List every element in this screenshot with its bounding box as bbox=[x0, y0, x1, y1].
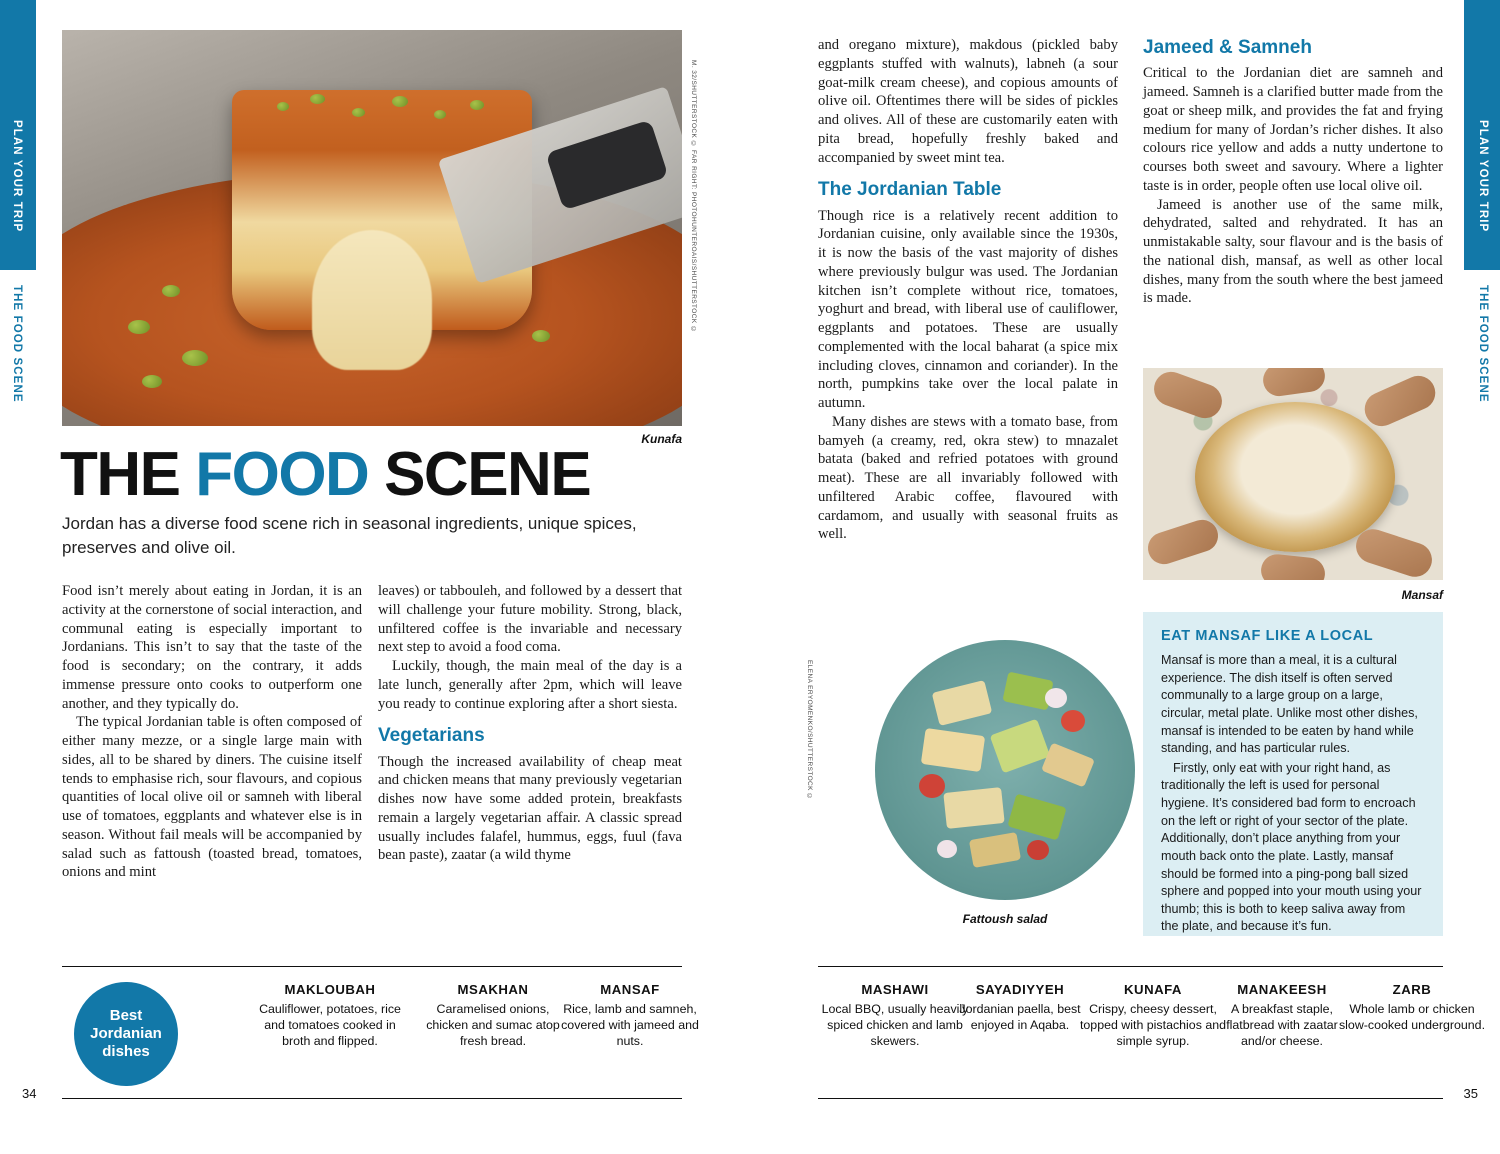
salad-piece bbox=[943, 787, 1004, 829]
dish-name: ZARB bbox=[1392, 982, 1432, 997]
pistachio-crumb bbox=[182, 350, 208, 366]
right-column-2 bbox=[1143, 36, 1443, 308]
subheading-vegetarians: Vegetarians bbox=[378, 725, 485, 747]
tab-the-food-scene-right: THE FOOD SCENE bbox=[1477, 285, 1489, 403]
paragraph: Food isn’t merely about eating in Jordan, it is an activity at the cornerstone of social interaction, and communal eating is especially important to Jordanians. This isn’t to say that the taste of the food is secondary; on the contrary, it adds immense pressure onto cooks to outperform one another, and they typically do. bbox=[62, 583, 362, 712]
tab-the-food-scene-left: THE FOOD SCENE bbox=[11, 285, 23, 403]
dish-description: Rice, lamb and samneh, covered with jameed and nuts. bbox=[561, 1002, 699, 1048]
left-column-1 bbox=[62, 582, 362, 882]
dish-item bbox=[418, 982, 568, 1050]
salad-piece bbox=[932, 680, 993, 726]
paragraph: Firstly, only eat with your right hand, as traditionally the left is used for personal hygiene. It’s considered bad form to encroach on the left or right of your sector of the plate. Additionally, don’t place anything from your mouth back onto the plate. Lastly, mansaf should be formed into a ping-pong ball sized sphere and popped into your mouth using your thumb; this is both to keep saliva away from the plate, and because it’s fun. bbox=[1161, 760, 1422, 934]
salad-piece bbox=[969, 832, 1021, 868]
paragraph: Jameed is another use of the same milk, dehydrated, salted and rehydrated. It has an unmistakable salty, sour flavour and is the basis of the national dish, mansaf, as well as other local dishes, many from the south where the best jameed is made. bbox=[1143, 196, 1443, 307]
pistachio-crumb bbox=[392, 96, 408, 107]
tomato-piece bbox=[1061, 710, 1085, 732]
pistachio-crumb bbox=[277, 102, 289, 111]
page-number-right: 35 bbox=[1463, 1086, 1478, 1101]
dish-description: A breakfast staple, flatbread with zaatar and/or cheese. bbox=[1226, 1002, 1338, 1048]
salad-piece bbox=[1002, 672, 1053, 711]
dish-name: KUNAFA bbox=[1124, 982, 1182, 997]
sidebar-text bbox=[1161, 652, 1425, 936]
divider bbox=[818, 966, 1443, 967]
tomato-piece bbox=[1027, 840, 1049, 860]
photo-credit-left: M. 32/SHUTTERSTOCK © FAR RIGHT: PHOTOHUNTEROAIS/SHUTTERSTOCK © bbox=[690, 60, 697, 334]
dish-description: Jordanian paella, best enjoyed in Aqaba. bbox=[959, 1002, 1081, 1032]
dish-description: Local BBQ, usually heavily spiced chicken and lamb skewers. bbox=[821, 1002, 969, 1048]
pistachio-crumb bbox=[162, 285, 180, 297]
dish-name: MANAKEESH bbox=[1237, 982, 1327, 997]
dish-name: MAKLOUBAH bbox=[284, 982, 376, 997]
paragraph: and oregano mixture), makdous (pickled baby eggplants stuffed with walnuts), labneh (a sour goat-milk cream cheese), and copious amounts of olive oil. Oftentimes there will be sides of pickles and olives. All of these are customarily eaten with pita bread, hopefully freshly baked and accompanied by sweet mint tea. bbox=[818, 37, 1118, 166]
tab-plan-your-trip-left: PLAN YOUR TRIP bbox=[11, 120, 23, 233]
salad-piece bbox=[990, 719, 1051, 774]
subheading-jameed-samneh: Jameed & Samneh bbox=[1143, 37, 1312, 58]
best-dishes-badge: Best Jordanian dishes bbox=[74, 982, 178, 1086]
paragraph: leaves) or tabbouleh, and followed by a dessert that will challenge your future mobility. Strong, black, unfiltered coffee is the invariable and necessary next step to avoid a food coma. bbox=[378, 583, 682, 656]
paragraph: Mansaf is more than a meal, it is a cultural experience. The dish itself is often served communally to a large group on a large, circular, metal plate. Unlike most other dishes, mansaf is intended to be eaten by hand while standing, and has particular rules. bbox=[1161, 653, 1418, 756]
fattoush-caption-italic: Fattoush bbox=[962, 912, 1014, 926]
mansaf-caption: Mansaf bbox=[1401, 588, 1443, 602]
tomato-piece bbox=[919, 774, 945, 798]
dish-description: Whole lamb or chicken slow-cooked underground. bbox=[1338, 1002, 1486, 1032]
right-column-1 bbox=[818, 36, 1118, 544]
dish-item bbox=[555, 982, 705, 1050]
divider bbox=[62, 966, 682, 967]
cheese-pull-shape bbox=[312, 230, 432, 370]
page-standfirst: Jordan has a diverse food scene rich in seasonal ingredients, unique spices, preserves and olive oil. bbox=[62, 514, 637, 558]
fattoush-photo bbox=[875, 640, 1135, 900]
eat-mansaf-sidebar bbox=[1143, 612, 1443, 936]
fattoush-caption bbox=[875, 912, 1135, 926]
pistachio-crumb bbox=[532, 330, 550, 342]
headline-part1: THE bbox=[60, 440, 196, 509]
divider bbox=[818, 1098, 1443, 1099]
fattoush-caption-rest: salad bbox=[1013, 912, 1048, 926]
sidebar-heading: EAT MANSAF LIKE A LOCAL bbox=[1161, 628, 1374, 644]
dish-description: Cauliflower, potatoes, rice and tomatoes cooked in broth and flipped. bbox=[259, 1002, 401, 1048]
salad-piece bbox=[921, 728, 985, 772]
paragraph: Though the increased availability of cheap meat and chicken means that many previously vegetarian dishes now have some added protein, breakfasts remain a largely vegetarian affair. A classic spread usually includes falafel, hummus, eggs, fuul (fava bean paste), zaatar (a wild thyme bbox=[378, 753, 682, 864]
divider bbox=[62, 1098, 682, 1099]
dish-description: Caramelised onions, chicken and sumac atop fresh bread. bbox=[426, 1002, 560, 1048]
paragraph: Critical to the Jordanian diet are samneh and jameed. Samneh is a clarified butter made from the goat or sheep milk, and provides the fat and frying medium for many of Jordan’s richer dishes. It also colours rice yellow and adds a nutty undertone to courses both sweet and savoury. Where a lighter taste is in order, people often use local olive oil. bbox=[1143, 65, 1443, 194]
pistachio-crumb bbox=[310, 94, 325, 104]
kunafa-photo-art bbox=[62, 30, 682, 426]
dish-item bbox=[255, 982, 405, 1050]
paragraph: The typical Jordanian table is often composed of either many mezze, or a single large main with sides, all to be shared by diners. The cuisine itself tends to emphasise rich, sour flavours, and copious quantities of local olive oil or samneh with liberal use of tomatoes, eggplants and whatever else is in season. Without fail meals will be accompanied by salad such as fattoush (toasted bread, tomatoes, onions and mint bbox=[62, 714, 362, 881]
mansaf-photo bbox=[1143, 368, 1443, 580]
kunafa-photo bbox=[62, 30, 682, 426]
subheading-jordanian-table: The Jordanian Table bbox=[818, 179, 1002, 201]
dish-description: Crispy, cheesy dessert, topped with pistachios and simple syrup. bbox=[1079, 1002, 1227, 1048]
dish-name: MSAKHAN bbox=[457, 982, 529, 997]
paragraph: Luckily, though, the main meal of the day is a late lunch, generally after 2pm, which will leave you ready to continue exploring after a short siesta. bbox=[378, 658, 682, 712]
pistachio-crumb bbox=[128, 320, 150, 334]
left-column-2 bbox=[378, 582, 682, 865]
salad-piece bbox=[1041, 742, 1095, 787]
kunafa-caption: Kunafa bbox=[641, 432, 682, 446]
paragraph: Many dishes are stews with a tomato base, from bamyeh (a creamy, red, okra stew) to mnazalet batata (baked and refried potatoes with ground meat). These are all invariably followed with unfiltered Arabic coffee, flavoured with cardamom, and usually with seasonal fruits as well. bbox=[818, 413, 1118, 543]
dish-item bbox=[1337, 982, 1487, 1034]
photo-credit-right: ELENA ERYOMENKO/SHUTTERSTOCK © bbox=[806, 660, 813, 801]
page-number-left: 34 bbox=[22, 1086, 37, 1101]
pistachio-crumb bbox=[352, 108, 365, 117]
page-title bbox=[60, 440, 700, 509]
dish-item bbox=[1207, 982, 1357, 1050]
pistachio-crumb bbox=[142, 375, 162, 388]
dish-item bbox=[1078, 982, 1228, 1050]
radish-piece bbox=[1045, 688, 1067, 708]
dish-name: MANSAF bbox=[600, 982, 660, 997]
headline-part2: SCENE bbox=[368, 440, 591, 509]
pistachio-crumb bbox=[470, 100, 484, 110]
radish-piece bbox=[937, 840, 957, 858]
dish-item bbox=[945, 982, 1095, 1034]
pistachio-crumb bbox=[434, 110, 446, 119]
headline-accent: FOOD bbox=[195, 440, 369, 509]
paragraph: Though rice is a relatively recent addition to Jordanian cuisine, only available since the 1930s, it is now the basis of the vast majority of dishes where previously bulgur was used. The Jordanian kitchen isn’t complete without rice, tomatoes, yoghurt and bread, with liberal use of cauliflower, eggplants and potatoes. These are usually complemented with the local baharat (a spice mix including cloves, cinnamon and coriander). In the north, pumpkins take over the local palate in autumn. bbox=[818, 207, 1118, 412]
tab-plan-your-trip-right: PLAN YOUR TRIP bbox=[1477, 120, 1489, 233]
dish-name: SAYADIYYEH bbox=[975, 982, 1065, 997]
dish-name: MASHAWI bbox=[861, 982, 929, 997]
